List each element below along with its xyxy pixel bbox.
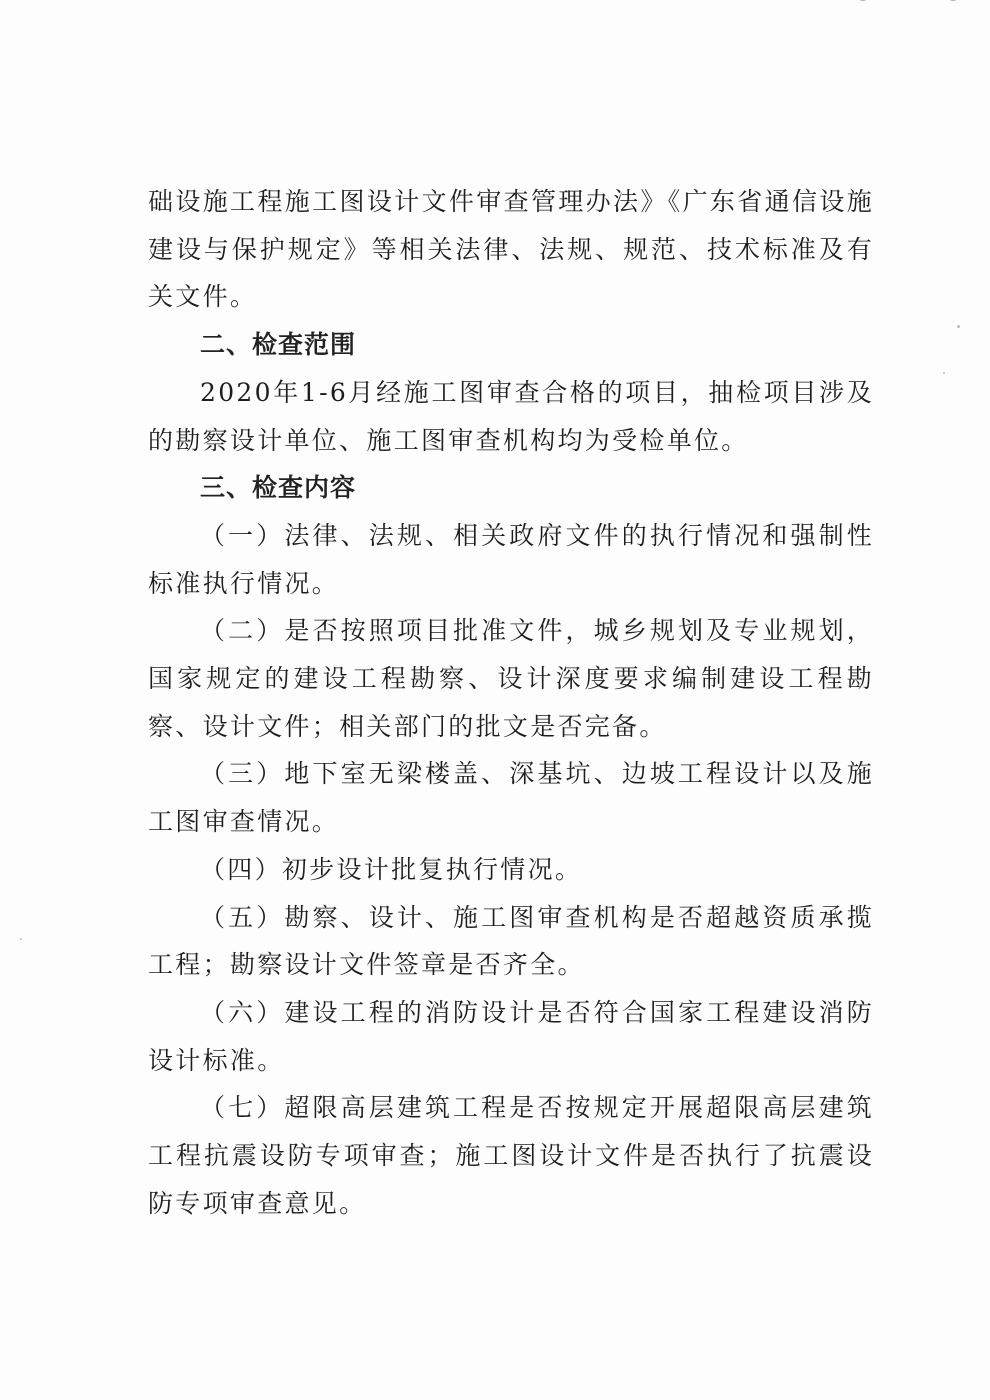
- scan-speck: [20, 938, 22, 940]
- document-body: [148, 178, 874, 1227]
- heading-inspection-scope: 二、检查范围: [200, 330, 357, 360]
- paragraph-inspection-scope: 2020年1-6月经施工图审查合格的项目，抽检项目涉及的勘察设计单位、施工图审查机构均为受检单位。: [148, 377, 874, 455]
- paragraph-item-3: （三）地下室无梁楼盖、深基坑、边坡工程设计以及施工图审查情况。: [148, 759, 874, 837]
- paragraph-item-4: （四）初步设计批复执行情况。: [200, 854, 583, 884]
- paragraph-item-7: （七）超限高层建筑工程是否按规定开展超限高层建筑工程抗震设防专项审查；施工图设计文件是否执行了抗震设防专项审查意见。: [148, 1093, 874, 1218]
- paragraph-legal-basis-continued: 础设施工程施工图设计文件审查管理办法》《广东省通信设施建设与保护规定》等相关法律、法规、规范、技术标准及有关文件。: [148, 187, 874, 312]
- scan-speck: [950, 0, 956, 1]
- paragraph-item-6: （六）建设工程的消防设计是否符合国家工程建设消防设计标准。: [148, 997, 874, 1075]
- scan-speck: [943, 372, 945, 374]
- scan-speck: [957, 325, 960, 328]
- paragraph-item-2: （二）是否按照项目批准文件，城乡规划及专业规划，国家规定的建设工程勘察、设计深度要求编制建设工程勘察、设计文件；相关部门的批文是否完备。: [148, 616, 874, 741]
- paragraph-item-1: （一）法律、法规、相关政府文件的执行情况和强制性标准执行情况。: [148, 520, 874, 598]
- heading-inspection-content: 三、检查内容: [200, 473, 357, 503]
- paragraph-item-5: （五）勘察、设计、施工图审查机构是否超越资质承揽工程；勘察设计文件签章是否齐全。: [148, 902, 874, 980]
- scan-speck: [860, 0, 866, 1]
